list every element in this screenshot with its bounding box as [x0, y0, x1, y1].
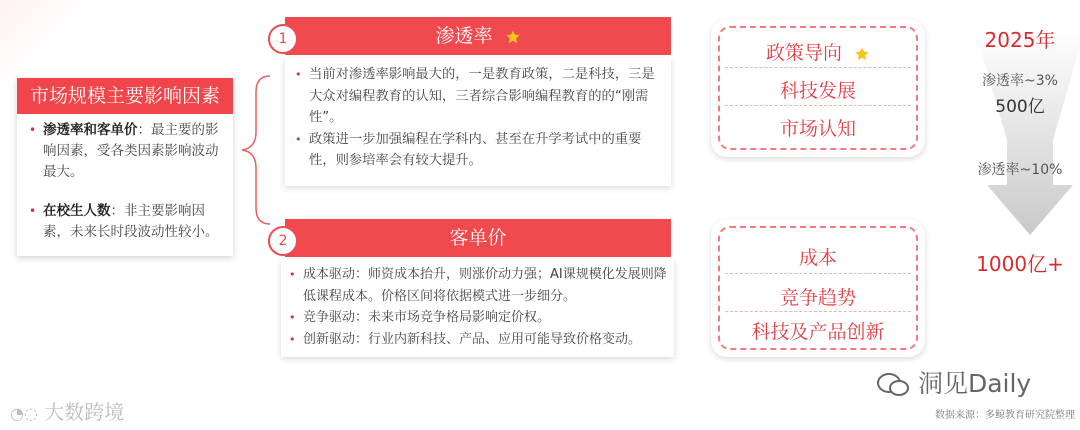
- star-icon: [854, 46, 870, 62]
- brace-connector: [236, 70, 276, 230]
- factor-box-2: [711, 219, 925, 357]
- year-label: 2025年: [984, 28, 1056, 52]
- star-icon: [505, 29, 521, 45]
- factor-box-1: [711, 19, 925, 157]
- left-title: 市场规模主要影响因素: [17, 78, 233, 114]
- section1-number: 1: [268, 24, 298, 54]
- penetration-current: 渗透率~3%: [982, 73, 1058, 89]
- section2-title: 客单价: [449, 227, 507, 249]
- item-bold: 在校生人数: [43, 203, 111, 219]
- divider: [725, 311, 911, 312]
- list-item: [27, 120, 227, 183]
- list-item: [291, 129, 661, 172]
- factor-innovation: 科技及产品创新: [751, 321, 885, 343]
- bullet-text: 政策进一步加强编程在学科内、甚至在升学考试中的重要性，则参培率会有较大提升。: [309, 131, 642, 168]
- bullet-text: 创新驱动：行业内新科技、产品、应用可能导致价格变动。: [303, 331, 642, 347]
- market-size-target: 1000亿+: [976, 252, 1064, 276]
- section1-title: 渗透率: [435, 25, 493, 47]
- divider: [725, 105, 911, 106]
- wechat-icon: [876, 372, 910, 398]
- section2-header: [285, 219, 671, 257]
- penetration-target: 渗透率~10%: [977, 162, 1063, 178]
- factor-policy: [711, 38, 925, 65]
- factor-tech: 科技发展: [779, 80, 856, 102]
- section2-number: 2: [268, 226, 298, 256]
- data-source: 数据来源：多鲸教育研究院整理: [935, 410, 1075, 421]
- factor-market: 市场认知: [779, 118, 856, 140]
- list-item: [285, 307, 668, 329]
- bullet-text: 成本驱动：师资成本抬升，则涨价动力强；AI课规模化发展则降低课程成本。价格区间将依据模式进一步细分。: [303, 267, 667, 304]
- logo-icon: ◔◌: [10, 404, 38, 423]
- bullet-icon: •: [29, 123, 37, 137]
- bullet-icon: •: [295, 132, 302, 146]
- list-item: [27, 201, 227, 243]
- divider: [725, 273, 911, 274]
- watermark-left: [10, 396, 124, 425]
- bullet-icon: •: [289, 268, 296, 281]
- bullet-text: 竞争驱动：未来市场竞争格局影响定价权。: [303, 310, 551, 325]
- left-factor-list: [27, 120, 227, 261]
- market-size-current: 500亿: [995, 97, 1045, 117]
- bullet-icon: •: [29, 204, 37, 218]
- list-item: [285, 329, 668, 351]
- bullet-text: 当前对渗透率影响最大的，一是教育政策，二是科技，三是大众对编程教育的认知，三者综合影响编程教育的的“刚需性”。: [309, 67, 655, 125]
- section2-body: [281, 259, 674, 357]
- item-text: ：非主要影响因素，未来长时段波动性较小。: [43, 203, 219, 240]
- section1-header: [285, 17, 671, 55]
- factor-competition: 竞争趋势: [779, 287, 856, 309]
- list-item: [285, 264, 668, 307]
- item-text: ：最主要的影响因素，受各类因素影响波动最大。: [43, 122, 219, 180]
- bullet-icon: •: [295, 68, 302, 81]
- list-item: [291, 64, 661, 129]
- factor-cost: 成本: [798, 247, 837, 269]
- divider: [725, 67, 911, 68]
- section1-body: [285, 58, 671, 186]
- factor-label: 政策导向: [765, 42, 842, 64]
- watermark-left-text: 大数跨境: [44, 400, 125, 424]
- bullet-icon: •: [289, 311, 296, 324]
- item-bold: 渗透率和客单价: [43, 122, 138, 138]
- watermark-text: 洞见Daily: [917, 369, 1032, 398]
- watermark: [876, 364, 1031, 400]
- bullet-icon: •: [289, 332, 296, 346]
- left-factors-box: [17, 78, 233, 256]
- funnel-arrow: [975, 30, 1080, 240]
